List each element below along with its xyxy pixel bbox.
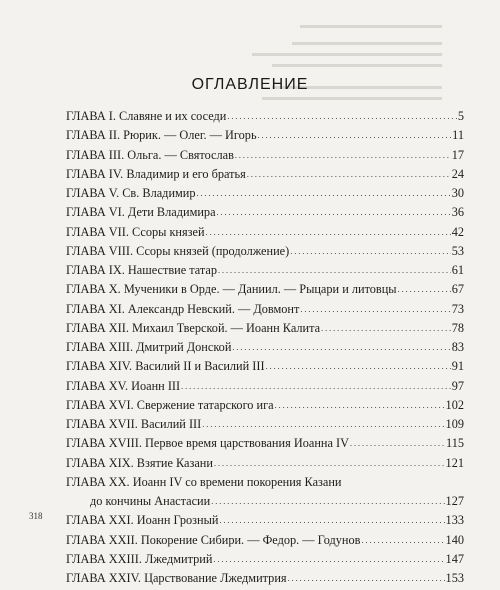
toc-entry (66, 244, 464, 263)
toc-entry (66, 302, 464, 321)
toc-entry-title: ГЛАВА VIII. Ссоры князей (продолжение) (66, 243, 290, 258)
toc-entry (66, 263, 464, 282)
toc-entry-title: ГЛАВА XXII. Покорение Сибири. — Федор. — Годунов (66, 532, 361, 547)
dot-leader (213, 551, 444, 566)
toc-entry (66, 359, 464, 378)
toc-entry-title: ГЛАВА XII. Михаил Тверской. — Иоанн Калита (66, 320, 321, 335)
toc-entry-title: ГЛАВА IV. Владимир и его братья (66, 166, 246, 181)
toc-entry (66, 417, 464, 436)
toc-entry-title: ГЛАВА V. Св. Владимир (66, 186, 196, 200)
dot-leader (350, 435, 445, 450)
toc-entry (66, 148, 464, 167)
toc-entry-page: 91 (451, 359, 464, 374)
toc-entry-title: ГЛАВА VII. Ссоры князей (66, 224, 205, 239)
dot-leader (206, 224, 451, 239)
toc-entry-page: 121 (445, 455, 464, 470)
dot-leader (288, 570, 445, 585)
toc-entry-page: 97 (451, 378, 464, 393)
dot-leader (218, 262, 451, 277)
dot-leader (361, 532, 444, 547)
toc-entry-title: ГЛАВА III. Ольга. — Святослав (66, 147, 234, 162)
toc-entry (66, 398, 464, 417)
dot-leader (258, 127, 452, 142)
toc-entry (66, 225, 464, 244)
toc-entry (66, 533, 464, 552)
dot-leader (232, 339, 450, 354)
toc-entry (66, 379, 464, 398)
dot-leader (398, 281, 451, 296)
toc-entry-page: 42 (451, 224, 464, 239)
toc-entry-page: 24 (451, 166, 464, 181)
toc-entry-title: ГЛАВА XI. Александр Невский. — Довмонт (66, 301, 300, 316)
dot-leader (217, 204, 451, 219)
toc-entry-title: ГЛАВА XIII. Дмитрий Донской (66, 340, 232, 354)
toc-entry (66, 513, 464, 532)
toc-entry-page: 73 (451, 301, 464, 316)
toc-entry-page: 153 (445, 571, 464, 585)
dot-leader (235, 147, 451, 162)
toc-entry-page: 147 (445, 551, 464, 566)
toc-entry (66, 109, 464, 128)
toc-entry-title: ГЛАВА I. Славяне и их соседи (66, 109, 227, 123)
toc-entry-page: 17 (451, 147, 464, 162)
toc-entry-title: ГЛАВА XXIV. Царствование Лжедмитрия (66, 571, 287, 585)
toc-entry-page: 5 (457, 109, 464, 123)
toc-entry-page: 127 (445, 494, 464, 508)
dot-leader (197, 185, 451, 200)
toc-entry-page: 102 (445, 397, 464, 412)
toc-entry-title: ГЛАВА II. Рюрик. — Олег. — Игорь (66, 128, 257, 143)
toc-entry (66, 571, 464, 590)
toc-entry (66, 282, 464, 301)
toc-entry-title: ГЛАВА XV. Иоанн III (66, 378, 181, 393)
dot-leader (247, 166, 451, 181)
dot-leader (202, 416, 444, 431)
toc-entry (66, 456, 464, 475)
toc-entry-title: ГЛАВА XVII. Василий III (66, 417, 202, 431)
toc-entry-page: 11 (452, 128, 464, 143)
toc-entry-title: ГЛАВА XVI. Свержение татарского ига (66, 397, 274, 412)
toc-entry-title: ГЛАВА XXIII. Лжедмитрий (66, 551, 213, 566)
toc-entry (66, 475, 464, 494)
toc-entry (66, 436, 464, 455)
toc-entry (66, 494, 464, 513)
toc-entry (66, 552, 464, 571)
table-of-contents (66, 109, 464, 590)
dot-leader (266, 358, 451, 373)
dot-leader (181, 378, 451, 393)
page-number: 318 (29, 511, 43, 521)
dot-leader (300, 301, 450, 316)
toc-entry (66, 128, 464, 147)
toc-entry-title: ГЛАВА XIV. Василий II и Василий III (66, 359, 265, 374)
toc-entry (66, 186, 464, 205)
toc-entry-title: ГЛАВА XX. Иоанн IV со времени покорения Казани (66, 474, 342, 489)
toc-title: ОГЛАВЛЕНИЕ (191, 76, 309, 93)
toc-entry-title: ГЛАВА XIX. Взятие Казани (66, 455, 213, 470)
toc-entry-page: 140 (445, 532, 464, 547)
toc-entry (66, 205, 464, 224)
toc-entry-page: 67 (451, 282, 464, 297)
toc-entry-page: 133 (445, 513, 464, 528)
toc-entry (66, 321, 464, 340)
dot-leader (227, 108, 456, 123)
toc-entry-title: ГЛАВА VI. Дети Владимира (66, 205, 216, 220)
toc-entry (66, 340, 464, 359)
toc-entry-title: ГЛАВА X. Мученики в Орде. — Даниил. — Рыцари и литовцы (66, 282, 397, 297)
toc-entry-page: 30 (451, 186, 464, 200)
dot-leader (211, 493, 444, 508)
toc-entry-page: 61 (451, 263, 464, 277)
toc-entry-title: ГЛАВА XVIII. Первое время царствования Иоанна IV (66, 436, 349, 451)
dot-leader (321, 320, 451, 335)
dot-leader (219, 512, 444, 527)
toc-entry-page: 36 (451, 205, 464, 220)
dot-leader (290, 243, 450, 258)
dot-leader (214, 455, 445, 470)
toc-entry-page: 109 (445, 417, 464, 431)
toc-entry-page: 83 (451, 340, 464, 354)
toc-entry-title: ГЛАВА IX. Нашествие татар (66, 263, 218, 277)
toc-entry-title: до кончины Анастасии (90, 494, 211, 508)
toc-entry-title: ГЛАВА XXI. Иоанн Грозный (66, 513, 219, 528)
toc-entry-page: 53 (451, 243, 464, 258)
dot-leader (275, 397, 445, 412)
toc-entry-page: 78 (451, 320, 464, 335)
toc-entry-page: 115 (446, 436, 464, 451)
toc-entry (66, 167, 464, 186)
